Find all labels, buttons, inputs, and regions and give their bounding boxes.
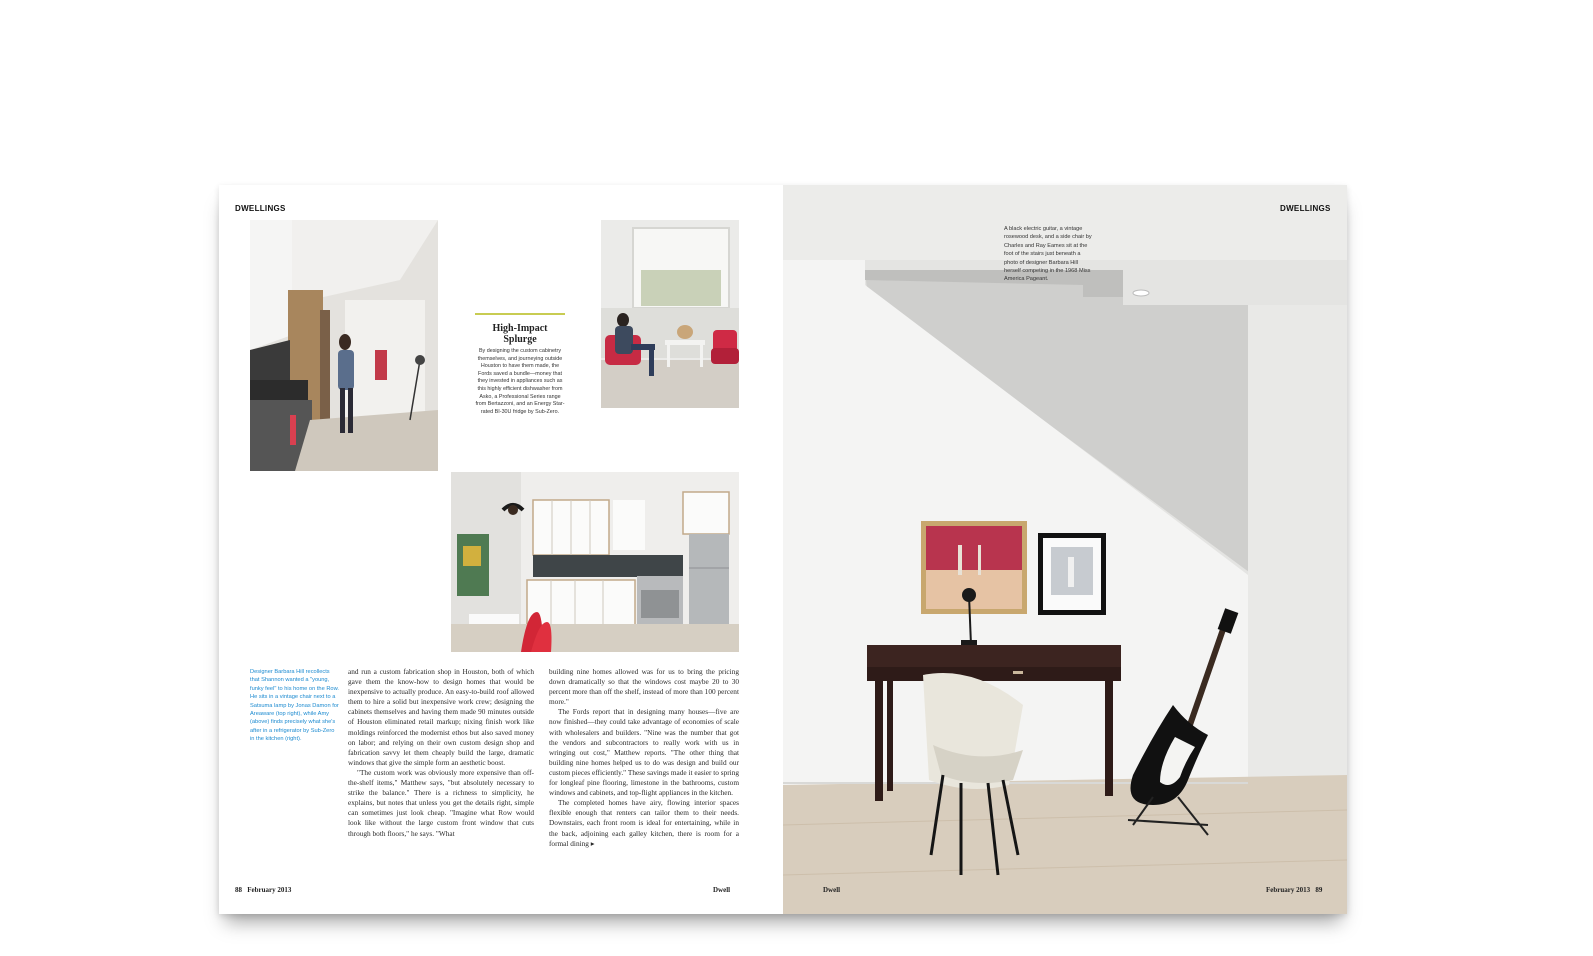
kitchen-white-cabinets-photo [451, 472, 739, 652]
folio-right: February 2013 89 [1266, 886, 1323, 894]
section-label-right: DWELLINGS [1280, 204, 1331, 213]
kitchen-photo [250, 220, 438, 471]
left-page [219, 185, 783, 914]
sidebar-text: By designing the custom cabinetry themselves, and journeying outside Houston to have them made, the Fords saved a bundle—money that they invested in appliances such as this highly efficient dishwasher from Asko, a Professional Series range from Bertazzoni, and an Energy Star-rated BI-30U fridge by Sub-Zero. [475, 348, 565, 415]
right-photo-caption: A black electric guitar, a vintage rosewood desk, and a side chair by Charles and Ray Eames sit at the foot of the stairs just beneath a photo of designer Barbara Hill herself competing in the 1968 Miss America Pageant. [1004, 226, 1092, 283]
sidebar-title: High-Impact Splurge [492, 323, 548, 345]
section-label: DWELLINGS [235, 204, 286, 213]
right-page [783, 185, 1347, 914]
body-column-2: building nine homes allowed was for us to bring the pricing down dramatically so that the windows cost maybe 20 to 30 percent more than off the shelf, instead of more than 100 percent more." The Fords report that in designing many houses—five are now finished—they could take advantage of economies of scale with wholesalers and builders. "Nine was the number that got the vendors and subcontractors to really work with us in wringing out cost," Matthew reports. "The other thing that building nine homes helped us to do was design and build our custom pieces efficiently." These savings made it easier to spring for longleaf pine flooring, limestone in the bathrooms, custom windows and cabinets, and top-flight appliances in the kitchen. The completed homes have airy, flowing interior spaces flexible enough that renters can tailor them to their needs. Downstairs, each front room is ideal for entertaining, while in the back, adjoining each galley kitchen, there is room for a formal dining ▸ [549, 667, 739, 848]
photo-caption: Designer Barbara Hill recollects that Shannon wanted a "young, funky feel" to his home on the Row. He sits in a vintage chair next to a Satsuma lamp by Jonas Damon for Areaware (top right), while Amy (above) finds precisely what she's after in a refrigerator by Sub-Zero in the kitchen (right). [250, 669, 339, 743]
folio-left: 88 February 2013 [235, 886, 292, 894]
living-room-photo [601, 220, 739, 408]
magazine-spread [219, 185, 1347, 914]
folio-left-magazine: Dwell [713, 886, 731, 894]
sidebar-rule [475, 313, 565, 315]
folio-right-magazine: Dwell [823, 886, 841, 894]
sidebar-high-impact-splurge [475, 313, 565, 416]
body-column-1: and run a custom fabrication shop in Houston, both of which gave them the know-how to design homes that would be inexpensive to actually produce. An easy-to-build roof allowed them to hire a solid but inexpensive work crew; designing the cabinets themselves and having them made 90 minutes outside of Houston eliminated retail markup; nixing finish work like moldings reinforced the modernist ethos but also saved money on labor; and relying on their own custom design shop and fabrication savvy let them cheaply build the large, dramatic windows that give the simple form an aesthetic boost. "The custom work was obviously more expensive than off-the-shelf items," Matthew says, "but absolutely necessary to strike the balance." There is a richness to simplicity, he explains, but notes that unless you get the details right, simple can sometimes just look cheap. "Imagine what Row would look like without the large custom front window that cuts through both floors," he says. "What [348, 667, 534, 838]
stair-desk-photo [783, 185, 1347, 914]
